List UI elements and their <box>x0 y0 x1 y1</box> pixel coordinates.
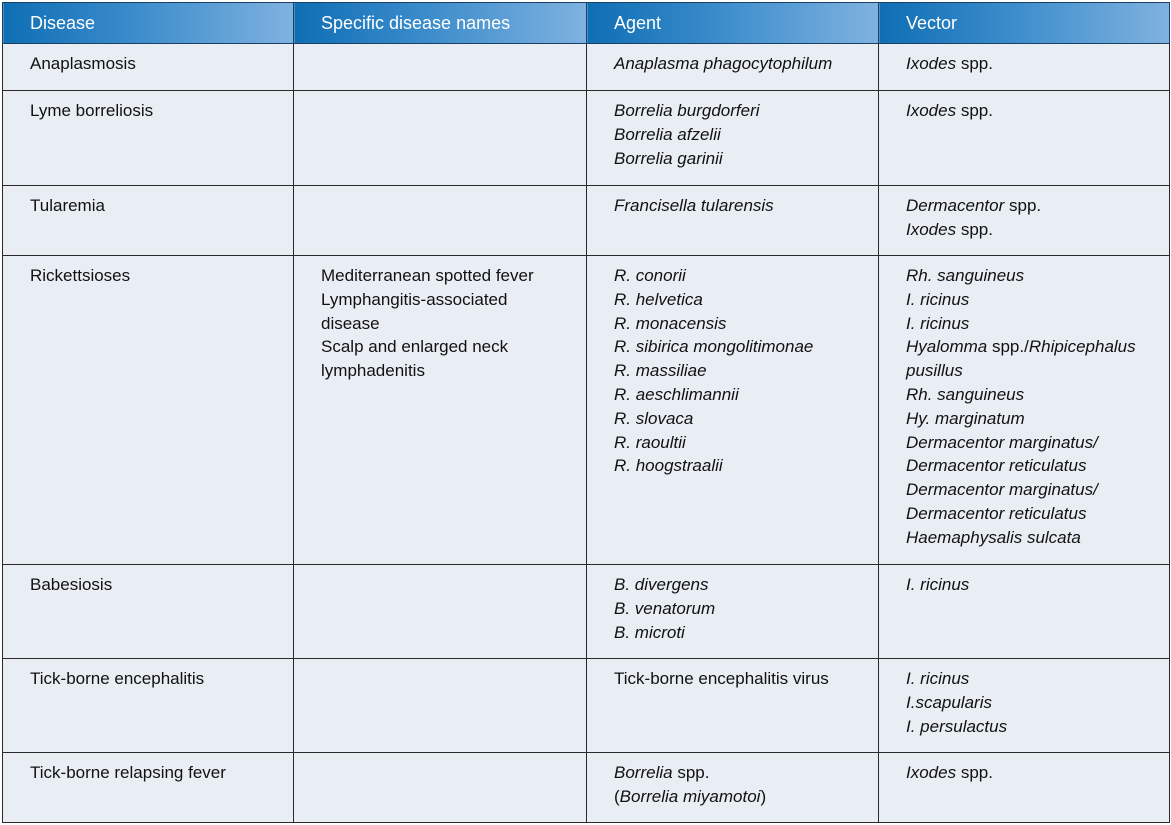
vector-name: I. ricinus <box>906 669 970 688</box>
vector-name: Ixodes spp. <box>906 219 993 239</box>
vector-name: Hy. marginatum <box>906 408 1025 428</box>
vector-name: Dermacentor reticulatus <box>906 456 1087 476</box>
disease-cell: Rickettsioses <box>3 256 294 565</box>
vector-name: Rh. sanguineus <box>906 384 1025 404</box>
agent-cell <box>587 44 879 91</box>
specific-names-cell <box>294 91 587 186</box>
agent-name: Anaplasma phagocytophilum <box>614 54 833 73</box>
specific-disease-name: Lymphangitis-associated <box>321 289 508 309</box>
vector-name: Dermacentor marginatus/ <box>906 480 1098 500</box>
vector-name: Ixodes spp. <box>906 101 993 120</box>
vector-name: Dermacentor reticulatus <box>906 503 1087 523</box>
specific-disease-name: Mediterranean spotted fever <box>321 266 534 285</box>
agent-name: R. massiliae <box>614 361 707 381</box>
agent-name: B. venatorum <box>614 598 716 618</box>
table-row <box>3 256 1170 565</box>
vector-name: I. ricinus <box>906 289 970 309</box>
specific-names-cell <box>294 44 587 91</box>
specific-names-cell <box>294 186 587 256</box>
vector-cell <box>879 565 1170 659</box>
header-specific-disease-names: Specific disease names <box>294 3 587 44</box>
table-row <box>3 753 1170 823</box>
agent-name: Francisella tularensis <box>614 196 774 215</box>
agent-name: (Borrelia miyamotoi) <box>614 786 767 806</box>
agent-cell <box>587 565 879 659</box>
agent-name: B. divergens <box>614 575 709 594</box>
specific-names-cell <box>294 256 587 565</box>
vector-name: Ixodes spp. <box>906 763 993 782</box>
vector-name: pusillus <box>906 361 963 381</box>
agent-name: R. aeschlimannii <box>614 384 739 404</box>
disease-cell: Lyme borreliosis <box>3 91 294 186</box>
agent-name: R. helvetica <box>614 289 703 309</box>
vector-name: I.scapularis <box>906 692 992 712</box>
agent-name: Borrelia burgdorferi <box>614 101 760 120</box>
header-vector: Vector <box>879 3 1170 44</box>
vector-name: I. ricinus <box>906 313 970 333</box>
vector-name: Rh. sanguineus <box>906 266 1025 285</box>
disease-cell: Anaplasmosis <box>3 44 294 91</box>
disease-cell: Tularemia <box>3 186 294 256</box>
agent-name: R. hoogstraalii <box>614 456 723 476</box>
specific-disease-name: Scalp and enlarged neck <box>321 337 509 357</box>
vector-cell <box>879 753 1170 823</box>
vector-name: Haemaphysalis sulcata <box>906 527 1081 547</box>
specific-disease-name: lymphadenitis <box>321 361 425 381</box>
agent-name: R. sibirica mongolitimonae <box>614 337 814 357</box>
table-row <box>3 565 1170 659</box>
header-row <box>3 3 1170 44</box>
agent-cell <box>587 186 879 256</box>
vector-name: Dermacentor marginatus/ <box>906 432 1098 452</box>
agent-cell <box>587 659 879 753</box>
header-agent: Agent <box>587 3 879 44</box>
specific-names-cell <box>294 753 587 823</box>
vector-name: I. persulactus <box>906 716 1008 736</box>
agent-cell <box>587 753 879 823</box>
agent-name: B. microti <box>614 622 685 642</box>
table-row <box>3 659 1170 753</box>
vector-cell <box>879 186 1170 256</box>
tick-borne-diseases-table <box>2 2 1170 823</box>
agent-name: Borrelia afzelii <box>614 124 721 144</box>
vector-name: I. ricinus <box>906 575 970 594</box>
header-disease: Disease <box>3 3 294 44</box>
table-row <box>3 44 1170 91</box>
agent-name: R. conorii <box>614 266 686 285</box>
specific-disease-name: disease <box>321 313 380 333</box>
agent-name: Borrelia spp. <box>614 763 710 782</box>
disease-cell: Tick-borne encephalitis <box>3 659 294 753</box>
agent-name: R. monacensis <box>614 313 727 333</box>
agent-name: Borrelia garinii <box>614 148 723 168</box>
agent-cell <box>587 91 879 186</box>
vector-name: Dermacentor spp. <box>906 196 1042 215</box>
vector-cell <box>879 256 1170 565</box>
vector-name: Ixodes spp. <box>906 54 993 73</box>
vector-name: Hyalomma spp./Rhipicephalus <box>906 337 1136 357</box>
specific-names-cell <box>294 659 587 753</box>
vector-cell <box>879 659 1170 753</box>
agent-cell <box>587 256 879 565</box>
specific-names-cell <box>294 565 587 659</box>
table-row <box>3 186 1170 256</box>
vector-cell <box>879 44 1170 91</box>
agent-name: R. raoultii <box>614 432 686 452</box>
disease-cell: Tick-borne relapsing fever <box>3 753 294 823</box>
table-row <box>3 91 1170 186</box>
agent-name: R. slovaca <box>614 408 694 428</box>
disease-cell: Babesiosis <box>3 565 294 659</box>
agent-name: Tick-borne encephalitis virus <box>614 669 829 688</box>
vector-cell <box>879 91 1170 186</box>
